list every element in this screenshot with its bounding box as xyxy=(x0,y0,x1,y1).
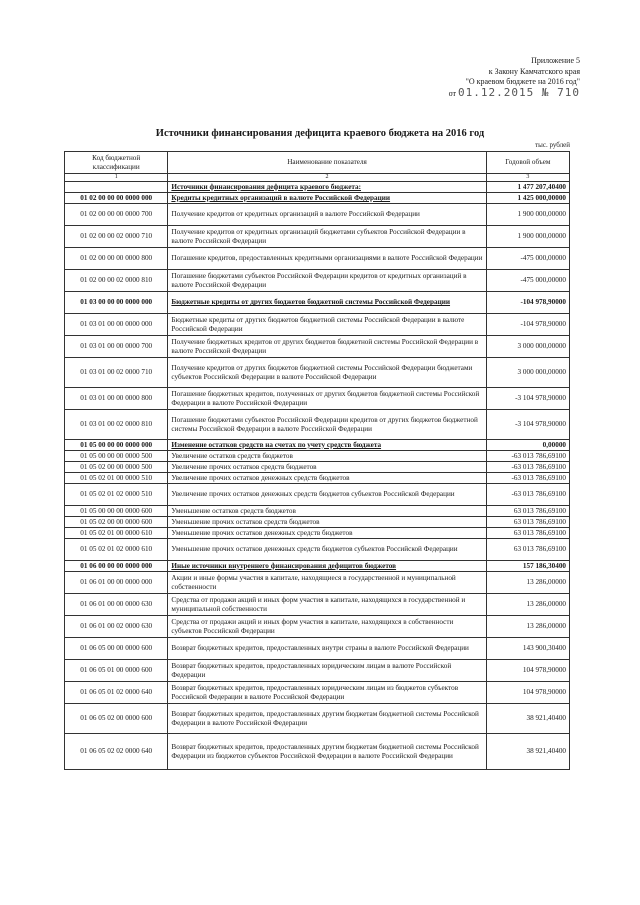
row-value: 104 978,90000 xyxy=(486,682,569,704)
row-value: -3 104 978,90000 xyxy=(486,410,569,440)
table-row xyxy=(65,517,570,528)
row-code: 01 06 00 00 00 0000 000 xyxy=(65,561,168,572)
table-row xyxy=(65,704,570,734)
row-code: 01 02 00 00 00 0000 800 xyxy=(65,248,168,270)
table-row xyxy=(65,292,570,314)
column-header-name: Наименование показателя xyxy=(168,152,486,174)
row-value: -475 000,00000 xyxy=(486,248,569,270)
column-header-code: Код бюджетной классификации xyxy=(65,152,168,174)
row-name: Акции и иные формы участия в капитале, находящиеся в государственной и муниципальной собственности xyxy=(168,572,486,594)
row-value: 0,00000 xyxy=(486,440,569,451)
row-code: 01 05 00 00 00 0000 000 xyxy=(65,440,168,451)
row-value: -63 013 786,69100 xyxy=(486,462,569,473)
row-code: 01 05 02 01 00 0000 510 xyxy=(65,473,168,484)
row-code: 01 06 05 02 02 0000 640 xyxy=(65,734,168,770)
row-code: 01 06 01 00 00 0000 000 xyxy=(65,572,168,594)
row-name: Увеличение прочих остатков денежных средств бюджетов xyxy=(168,473,486,484)
row-code: 01 03 01 00 00 0000 700 xyxy=(65,336,168,358)
table-row xyxy=(65,660,570,682)
row-value: -63 013 786,69100 xyxy=(486,484,569,506)
row-name: Погашение кредитов, предоставленных кредитными организациями в валюте Российской Федерации xyxy=(168,248,486,270)
units-label: тыс. рублей xyxy=(535,141,570,149)
table-row xyxy=(65,336,570,358)
row-code: 01 06 01 00 02 0000 630 xyxy=(65,616,168,638)
table-row xyxy=(65,506,570,517)
row-code: 01 06 01 00 00 0000 630 xyxy=(65,594,168,616)
row-value: 104 978,90000 xyxy=(486,660,569,682)
row-code: 01 02 00 00 02 0000 710 xyxy=(65,226,168,248)
table-row xyxy=(65,539,570,561)
row-value: 63 013 786,69100 xyxy=(486,539,569,561)
table-row xyxy=(65,193,570,204)
row-name: Увеличение остатков средств бюджетов xyxy=(168,451,486,462)
appendix-line: Приложение 5 xyxy=(531,56,580,65)
appendix-line: "О краевом бюджете на 2016 год" xyxy=(465,77,580,86)
column-number-row xyxy=(65,174,570,182)
row-code: 01 03 01 00 00 0000 000 xyxy=(65,314,168,336)
table-row xyxy=(65,572,570,594)
table-row xyxy=(65,182,570,193)
row-code xyxy=(65,182,168,193)
row-name: Возврат бюджетных кредитов, предоставленных другим бюджетам бюджетной системы Российской Федерации из бюджетов субъектов Российской Федерации в валюте Российской Федерации xyxy=(168,734,486,770)
row-name: Возврат бюджетных кредитов, предоставленных внутри страны в валюте Российской Федерации xyxy=(168,638,486,660)
table-row xyxy=(65,484,570,506)
row-name: Уменьшение прочих остатков средств бюджетов xyxy=(168,517,486,528)
table-row xyxy=(65,638,570,660)
row-value: 157 186,30400 xyxy=(486,561,569,572)
row-value: 13 286,00000 xyxy=(486,616,569,638)
row-code: 01 02 00 00 00 0000 000 xyxy=(65,193,168,204)
table-row xyxy=(65,314,570,336)
table-row xyxy=(65,561,570,572)
row-name: Возврат бюджетных кредитов, предоставленных юридическим лицам из бюджетов субъектов Российской Федерации в валюте Российской Федерации xyxy=(168,682,486,704)
row-name: Источники финансирования дефицита краевого бюджета: xyxy=(168,182,486,193)
table-row xyxy=(65,473,570,484)
column-header-value: Годовой объем xyxy=(486,152,569,174)
row-value: 3 000 000,00000 xyxy=(486,358,569,388)
row-code: 01 02 00 00 00 0000 700 xyxy=(65,204,168,226)
table-row xyxy=(65,204,570,226)
row-value: -63 013 786,69100 xyxy=(486,473,569,484)
table-row xyxy=(65,410,570,440)
row-value: 13 286,00000 xyxy=(486,594,569,616)
row-value: 63 013 786,69100 xyxy=(486,517,569,528)
row-value: 3 000 000,00000 xyxy=(486,336,569,358)
table-row xyxy=(65,682,570,704)
row-value: 63 013 786,69100 xyxy=(486,528,569,539)
column-number: 2 xyxy=(168,174,486,182)
table-row xyxy=(65,734,570,770)
row-name: Изменение остатков средств на счетах по учету средств бюджета xyxy=(168,440,486,451)
row-code: 01 03 01 00 02 0000 810 xyxy=(65,410,168,440)
appendix-line: к Закону Камчатского края xyxy=(488,66,580,76)
column-number: 1 xyxy=(65,174,168,182)
table-row xyxy=(65,440,570,451)
row-name: Возврат бюджетных кредитов, предоставленных юридическим лицам в валюте Российской Федерации xyxy=(168,660,486,682)
table-header-row xyxy=(65,152,570,174)
row-value: -63 013 786,69100 xyxy=(486,451,569,462)
row-value: -104 978,90000 xyxy=(486,314,569,336)
row-code: 01 06 05 02 00 0000 600 xyxy=(65,704,168,734)
row-code: 01 03 01 00 02 0000 710 xyxy=(65,358,168,388)
table-row xyxy=(65,451,570,462)
table-row xyxy=(65,226,570,248)
row-name: Получение кредитов от других бюджетов бюджетной системы Российской Федерации бюджетами субъектов Российской Федерации в валюте Российской Федерации xyxy=(168,358,486,388)
row-name: Кредиты кредитных организаций в валюте Российской Федерации xyxy=(168,193,486,204)
row-name: Уменьшение прочих остатков денежных средств бюджетов субъектов Российской Федерации xyxy=(168,539,486,561)
date-prefix: от xyxy=(448,88,457,98)
table-row xyxy=(65,616,570,638)
table-row xyxy=(65,270,570,292)
row-code: 01 06 05 01 00 0000 600 xyxy=(65,660,168,682)
row-value: 38 921,40400 xyxy=(486,734,569,770)
row-name: Погашение бюджетами субъектов Российской Федерации кредитов от других бюджетов бюджетной системы Российской Федерации в валюте Российской Федерации xyxy=(168,410,486,440)
row-name: Погашение бюджетных кредитов, полученных от других бюджетов бюджетной системы Российской Федерации в валюте Российской Федерации xyxy=(168,388,486,410)
row-value: 1 425 000,00000 xyxy=(486,193,569,204)
table-row xyxy=(65,358,570,388)
handwritten-date: 01.12.2015 № 710 xyxy=(458,85,580,99)
row-code: 01 06 05 01 02 0000 640 xyxy=(65,682,168,704)
appendix-date-line xyxy=(448,85,580,100)
row-name: Бюджетные кредиты от других бюджетов бюджетной системы Российской Федерации xyxy=(168,292,486,314)
row-name: Средства от продажи акций и иных форм участия в капитале, находящихся в собственности субъектов Российской Федерации xyxy=(168,616,486,638)
row-value: 63 013 786,69100 xyxy=(486,506,569,517)
row-value: 143 900,30400 xyxy=(486,638,569,660)
row-value: -3 104 978,90000 xyxy=(486,388,569,410)
row-value: 38 921,40400 xyxy=(486,704,569,734)
row-code: 01 05 02 00 00 0000 600 xyxy=(65,517,168,528)
document-title: Источники финансирования дефицита краевого бюджета на 2016 год xyxy=(155,128,485,139)
table-row xyxy=(65,388,570,410)
row-code: 01 05 02 01 00 0000 610 xyxy=(65,528,168,539)
row-name: Уменьшение прочих остатков денежных средств бюджетов xyxy=(168,528,486,539)
row-name: Возврат бюджетных кредитов, предоставленных другим бюджетам бюджетной системы Российской Федерации в валюте Российской Федерации xyxy=(168,704,486,734)
table-row xyxy=(65,594,570,616)
table-body xyxy=(65,182,570,770)
row-value: 13 286,00000 xyxy=(486,572,569,594)
row-code: 01 03 01 00 00 0000 800 xyxy=(65,388,168,410)
table-row xyxy=(65,248,570,270)
row-code: 01 06 05 00 00 0000 600 xyxy=(65,638,168,660)
row-value: 1 900 000,00000 xyxy=(486,226,569,248)
table-row xyxy=(65,462,570,473)
row-name: Иные источники внутреннего финансирования дефицитов бюджетов xyxy=(168,561,486,572)
row-name: Средства от продажи акций и иных форм участия в капитале, находящихся в государственной и муниципальной собственности xyxy=(168,594,486,616)
row-code: 01 05 00 00 00 0000 500 xyxy=(65,451,168,462)
row-name: Увеличение прочих остатков средств бюджетов xyxy=(168,462,486,473)
row-value: -475 000,00000 xyxy=(486,270,569,292)
column-number: 3 xyxy=(486,174,569,182)
row-value: 1 477 207,40400 xyxy=(486,182,569,193)
sources-table xyxy=(64,151,570,770)
row-code: 01 03 00 00 00 0000 000 xyxy=(65,292,168,314)
table-row xyxy=(65,528,570,539)
row-name: Погашение бюджетами субъектов Российской Федерации кредитов от кредитных организаций в валюте Российской Федерации xyxy=(168,270,486,292)
row-name: Бюджетные кредиты от других бюджетов бюджетной системы Российской Федерации в валюте Российской Федерации xyxy=(168,314,486,336)
row-name: Увеличение прочих остатков денежных средств бюджетов субъектов Российской Федерации xyxy=(168,484,486,506)
row-code: 01 05 02 01 02 0000 610 xyxy=(65,539,168,561)
row-code: 01 05 00 00 00 0000 600 xyxy=(65,506,168,517)
row-code: 01 05 02 01 02 0000 510 xyxy=(65,484,168,506)
appendix-header xyxy=(449,56,580,99)
row-name: Получение кредитов от кредитных организаций бюджетами субъектов Российской Федерации в валюте Российской Федерации xyxy=(168,226,486,248)
row-code: 01 02 00 00 02 0000 810 xyxy=(65,270,168,292)
row-value: -104 978,90000 xyxy=(486,292,569,314)
row-code: 01 05 02 00 00 0000 500 xyxy=(65,462,168,473)
row-value: 1 900 000,00000 xyxy=(486,204,569,226)
row-name: Уменьшение остатков средств бюджетов xyxy=(168,506,486,517)
row-name: Получение бюджетных кредитов от других бюджетов бюджетной системы Российской Федерации в валюте Российской Федерации xyxy=(168,336,486,358)
row-name: Получение кредитов от кредитных организаций в валюте Российской Федерации xyxy=(168,204,486,226)
